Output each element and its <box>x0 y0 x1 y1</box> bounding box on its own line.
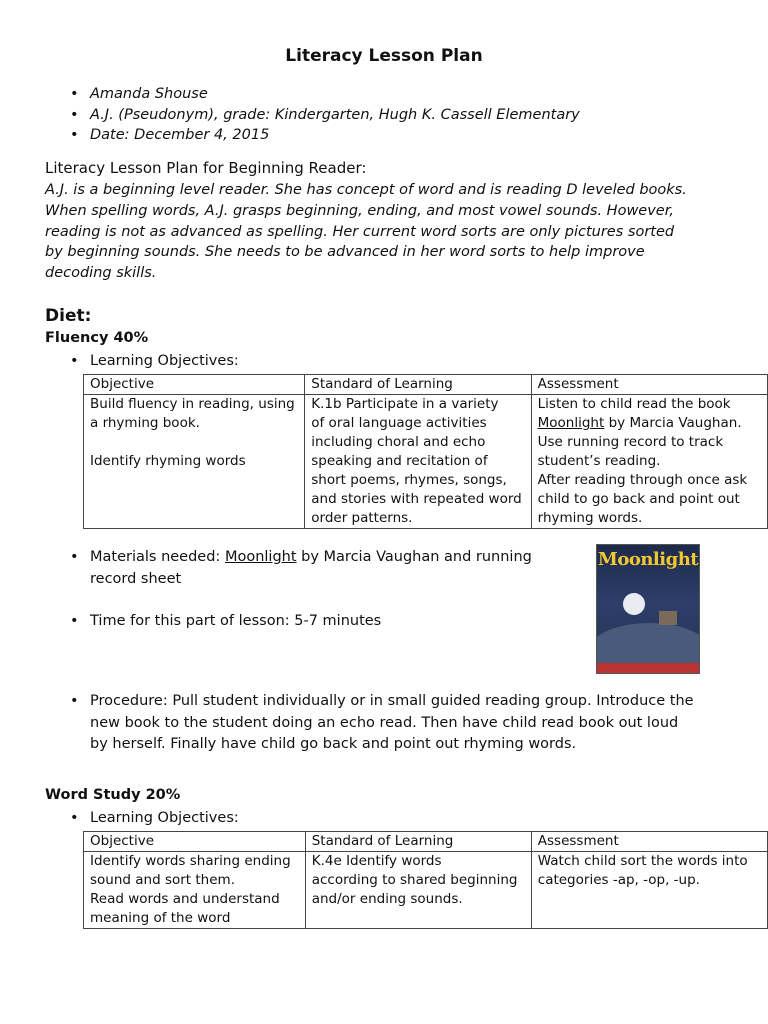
materials-line2: record sheet <box>90 570 182 587</box>
cell-text: by Marcia Vaughan. <box>604 415 742 431</box>
moon-icon <box>623 593 645 615</box>
cell-line: sound and sort them. <box>90 872 235 888</box>
lesson-date: • Date: December 4, 2015 <box>70 125 580 146</box>
word-study-objectives-label: • Learning Objectives: <box>70 808 239 829</box>
word-study-heading: Word Study 20% <box>45 787 181 803</box>
word-study-objectives-bullet <box>70 808 239 829</box>
table-row <box>84 395 768 529</box>
procedure-line: new book to the student doing an echo read. Then have child read book out loud <box>90 714 679 731</box>
cell-line: Listen to child read the book <box>537 396 731 412</box>
header-objective: Objective <box>84 832 306 852</box>
author-name: • Amanda Shouse <box>70 84 580 105</box>
fluency-objectives-bullet <box>70 351 239 372</box>
cell-text: Participate in a variety <box>345 396 499 412</box>
header-assessment: Assessment <box>531 375 767 395</box>
cell-line: including choral and echo <box>311 434 486 450</box>
cell-line: Build fluency in reading, using <box>90 396 295 412</box>
materials-book: Moonlight <box>224 549 297 565</box>
procedure-line: • Procedure: Pull student individually or in small guided reading group. Introduce the <box>90 693 694 709</box>
section-heading <box>45 158 366 178</box>
cover-footer-band <box>597 663 699 673</box>
cell-line: Identify rhyming words <box>90 453 246 469</box>
book-cover-title: Moonlight <box>597 549 699 570</box>
cell-line: according to shared beginning <box>311 872 518 888</box>
word-study-objectives-table <box>83 831 768 929</box>
header-assessment: Assessment <box>531 832 767 852</box>
cell-line: Watch child sort the words into <box>537 853 748 869</box>
cell-line: categories -ap, -op, -up. <box>537 872 700 888</box>
standard-code: K.4e <box>311 853 342 869</box>
procedure-line: by herself. Finally have child go back and point out rhyming words. <box>90 736 577 752</box>
cell-line: and/or ending sounds. <box>311 891 463 907</box>
cell-line: order patterns. <box>311 510 413 526</box>
cell-line: speaking and recitation of <box>311 453 488 469</box>
table-header-row <box>84 375 768 395</box>
header-bullets <box>70 84 580 146</box>
fluency-objectives-label: • Learning Objectives: <box>70 351 239 372</box>
cell-line <box>312 852 525 871</box>
cell-text: Identify words <box>346 853 442 869</box>
standard-cell <box>305 852 531 929</box>
diet-heading: Diet: <box>45 306 92 326</box>
section-heading-text: Literacy Lesson Plan for Beginning Reader <box>45 159 362 177</box>
cell-line: short poems, rhymes, songs, <box>311 472 507 488</box>
materials-bullet <box>70 547 532 590</box>
header-standard: Standard of Learning <box>305 832 531 852</box>
document-title: Literacy Lesson Plan <box>285 46 483 66</box>
intro-line: A.J. is a beginning level reader. She has concept of word and is reading D leveled books. <box>45 182 687 198</box>
fluency-heading: Fluency 40% <box>45 330 149 346</box>
cell-line: rhyming words. <box>537 510 643 526</box>
cell-line: Identify words sharing ending <box>90 853 291 869</box>
moonlight-book-cover-image <box>596 544 700 674</box>
intro-line: reading is not as advanced as spelling. Her current word sorts are only pictures sorted <box>45 223 675 240</box>
cell-line <box>311 395 524 414</box>
standard-code: K.1b <box>311 396 342 412</box>
assessment-cell <box>531 852 767 929</box>
table-header-row <box>84 832 768 852</box>
section-heading-colon: : <box>361 159 367 177</box>
objective-cell <box>84 395 305 529</box>
cell-line: of oral language activities <box>311 415 487 431</box>
header-standard: Standard of Learning <box>305 375 531 395</box>
procedure-bullet <box>70 691 694 756</box>
cell-line: and stories with repeated word <box>311 491 522 507</box>
intro-line: When spelling words, A.J. grasps beginning, ending, and most vowel sounds. However, <box>45 202 674 219</box>
table-row <box>84 852 768 929</box>
book-title-link: Moonlight <box>537 415 605 431</box>
intro-line: by beginning sounds. She needs to be advanced in her word sorts to help improve <box>45 244 645 261</box>
intro-line: decoding skills. <box>45 265 157 282</box>
cell-line: Use running record to track <box>537 434 724 450</box>
intro-paragraph <box>45 180 735 284</box>
cell-line: child to go back and point out <box>537 491 740 507</box>
time-bullet: • Time for this part of lesson: 5-7 minutes <box>70 611 381 633</box>
fluency-objectives-table <box>83 374 768 529</box>
house-icon <box>659 611 677 625</box>
materials-text: by Marcia Vaughan and running <box>296 549 532 565</box>
header-objective: Objective <box>84 375 305 395</box>
cell-line: a rhyming book. <box>90 415 200 431</box>
objective-cell <box>84 852 306 929</box>
student-info: • A.J. (Pseudonym), grade: Kindergarten, Hugh K. Cassell Elementary <box>70 105 580 126</box>
standard-cell <box>305 395 531 529</box>
materials-label: Materials needed: <box>90 549 225 565</box>
cell-line: After reading through once ask <box>537 472 748 488</box>
cell-line: student’s reading. <box>537 453 661 469</box>
cell-line: Read words and understand <box>90 891 280 907</box>
cell-line <box>538 414 761 433</box>
assessment-cell <box>531 395 767 529</box>
cell-line: meaning of the word <box>90 910 231 926</box>
